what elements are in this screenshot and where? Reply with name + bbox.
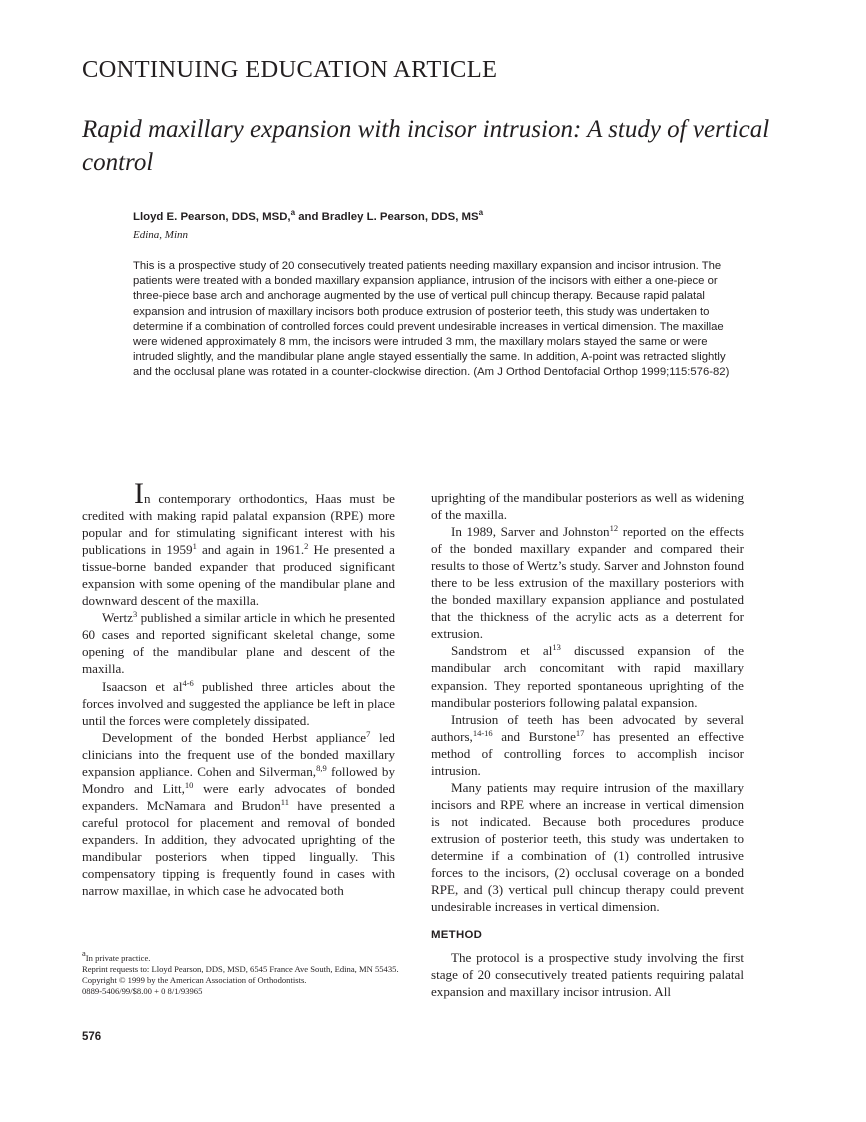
footnote-reprint: Reprint requests to: Lloyd Pearson, DDS, MSD, 6545 France Ave South, Edina, MN 55435. (82, 964, 399, 974)
text-run: In 1989, Sarver and Johnston (451, 524, 610, 540)
article-title: Rapid maxillary expansion with incisor intrusion: A study of vertical control (82, 116, 770, 176)
citation: 4-6 (182, 677, 194, 688)
footnote-issn: 0889-5406/99/$8.00 + 0 8/1/93965 (82, 986, 203, 996)
citation: 3 (132, 609, 138, 620)
citation: 13 (552, 642, 561, 653)
citation: 7 (366, 728, 371, 739)
body-column-right (431, 489, 744, 1000)
section-heading: CONTINUING EDUCATION ARTICLE (82, 56, 498, 83)
footnote-mark: a (82, 948, 86, 958)
text-run: Intrusion of teeth has been advocated by several authors, (431, 711, 744, 744)
text-run: and Burstone (492, 728, 576, 744)
body-paragraph (82, 609, 395, 677)
text-run: Sandstrom et al (451, 643, 553, 659)
affiliation: Edina, Minn (133, 229, 188, 241)
author-2: Bradley L. Pearson, DDS, MS (321, 211, 479, 223)
footnote-copyright: Copyright © 1999 by the American Association of Orthodontists. (82, 975, 307, 985)
page-number: 576 (82, 1031, 102, 1043)
text-run: n contemporary orthodontics, Haas must be credited with making rapid palatal expansion (RPE) more popular and for stimulating significant interest with his publications in 1959 (82, 491, 395, 558)
body-paragraph (431, 489, 744, 523)
body-paragraph (431, 949, 744, 1000)
citation: 12 (609, 523, 619, 534)
text-run: and again in 1961. (196, 542, 305, 558)
footnote-affiliation (82, 948, 402, 964)
text-run: has presented an effective method of controlling forces to accomplish incisor intrusion. (431, 728, 744, 778)
author-conjunction: and (295, 211, 322, 223)
text-run: led clinicians into the frequent use of the bonded maxillary expansion appliance. Cohen and Silverman, (82, 729, 395, 779)
body-paragraph (82, 729, 395, 899)
body-paragraph (431, 711, 744, 779)
citation: 8,9 (316, 762, 327, 773)
text-run: The protocol is a prospective study involving the first stage of 20 consecutively treated patients requiring palatal expansion and maxillary incisor intrusion. All (431, 950, 744, 1000)
method-heading: METHOD (431, 929, 483, 942)
text-run: published three articles about the forces involved and suggested the appliance be left in place until the forces were completely dissipated. (82, 678, 395, 728)
body-paragraph (82, 678, 395, 729)
author-line (133, 208, 484, 223)
citation: 1 (192, 541, 197, 552)
author-1-footnote-mark: a (290, 208, 296, 217)
citation: 10 (184, 779, 194, 790)
citation: 11 (280, 796, 289, 807)
text-run: have presented a careful protocol for placement and removal of bonded expanders. In addition, they advocated uprighting of the mandibular posteriors when tipped lingually. This compensatory tipping is frequently found in cases with narrow maxillae, in which case he advocated both (82, 797, 395, 899)
author-1: Lloyd E. Pearson, DDS, MSD, (133, 211, 291, 223)
text-run: reported on the effects of the bonded maxillary expander and compared their results to those of Wertz’s study. Sarver and Johnston found there to be less extrusion of the maxillary posteriors with the bonded maxillary expansion appliance and postulated that the thickness of the acrylic acts as a deterrent for extrusion. (431, 524, 744, 642)
citation: 2 (304, 541, 309, 552)
author-2-footnote-mark: a (478, 208, 484, 217)
body-paragraph (431, 779, 744, 915)
text-run: In private practice. (85, 953, 151, 963)
abstract: This is a prospective study of 20 consecutively treated patients needing maxillary expansion and incisor intrusion. The patients were treated with a bonded maxillary expansion appliance, intrusion of the incisors with either a one-piece or three-piece base arch and anchorage augmented by the use of vertical pull chincup therapy. Because rapid palatal expansion and intrusion of maxillary incisors both produce extrusion of posterior teeth, this study was undertaken to determine if a combination of controlled forces could prevent undesirable increases in vertical dimension. The maxillae were widened approximately 8 mm, the incisors were intruded 3 mm, the maxillary molars stayed the same or were intruded slightly, and the mandibular plane angle stayed essentially the same. In addition, A-point was retracted slightly and the occlusal plane was rotated in a counter-clockwise direction. (Am J Orthod Dentofacial Orthop 1999;115:576-82) (133, 260, 730, 379)
text-run: Isaacson et al (102, 678, 183, 694)
text-run: were early advocates of bonded expanders. McNamara and Brudon (82, 780, 395, 813)
text-run: Development of the bonded Herbst appliance (102, 729, 367, 745)
body-column-left (82, 477, 395, 899)
text-run: followed by Mondro and Litt, (82, 763, 395, 796)
body-paragraph (431, 642, 744, 710)
body-paragraph (82, 477, 395, 609)
drop-cap: I (134, 477, 144, 510)
text-run: uprighting of the mandibular posteriors as well as widening of the maxilla. (431, 490, 744, 523)
citation: 17 (575, 727, 585, 738)
footnotes (82, 948, 402, 997)
text-run: published a similar article in which he presented 60 cases and reported significant skeletal change, some opening of the mandibular plane and descent of the maxilla. (82, 610, 395, 677)
text-run: He presented a tissue-borne banded expander that produced significant expansion with some opening of the mandibular plane and downward descent of the maxilla. (82, 542, 395, 609)
text-run: Many patients may require intrusion of the maxillary incisors and RPE where an increase in vertical dimension is not indicated. Because both procedures produce extrusion of posterior teeth, this study was undertaken to determine if a combination of (1) controlled intrusive forces to the incisors, (2) occlusal coverage on a bonded RPE, and (3) vertical pull chincup therapy could prevent undesirable increases in vertical dimension. (431, 779, 744, 915)
citation: 14-16 (472, 727, 493, 738)
body-paragraph (431, 523, 744, 642)
text-run: discussed expansion of the mandibular arch concomitant with rapid maxillary expansion. They reported spontaneous uprighting of the mandibular posteriors following palatal expansion. (431, 643, 745, 710)
text-run: Wertz (102, 610, 133, 626)
